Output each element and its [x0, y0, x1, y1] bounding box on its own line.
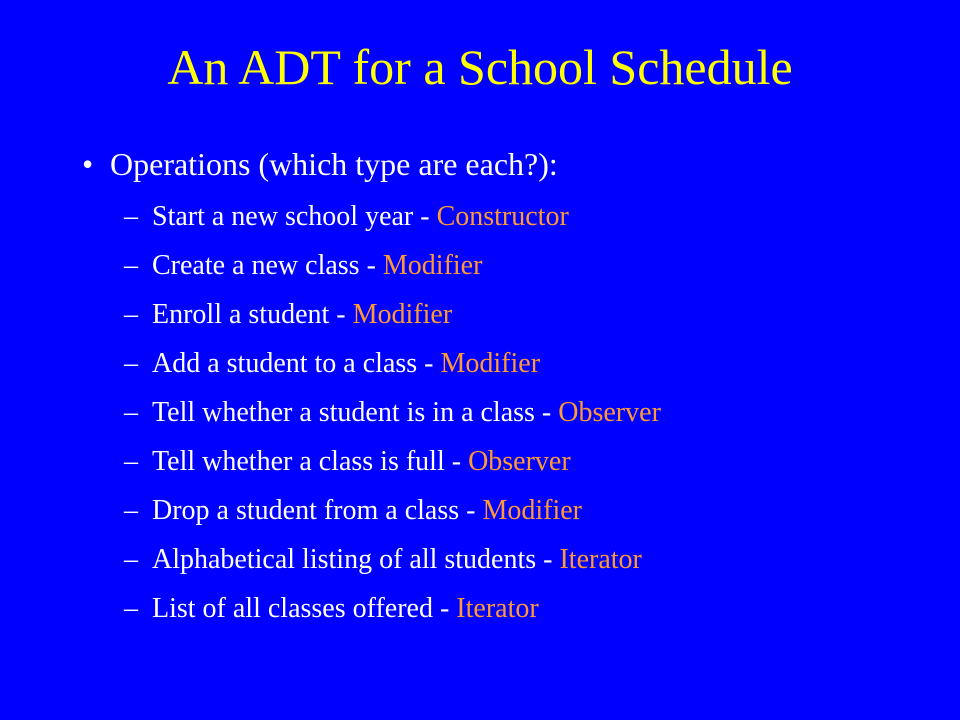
operation-text: Alphabetical listing of all students -	[152, 544, 560, 575]
list-item	[124, 539, 661, 588]
operation-kind: Modifier	[440, 348, 541, 379]
list-item	[124, 588, 661, 637]
dash-marker: –	[124, 593, 138, 624]
dash-marker: –	[124, 544, 138, 575]
dash-marker: –	[124, 397, 138, 428]
operation-text: Start a new school year -	[152, 201, 437, 232]
list-item	[124, 196, 661, 245]
list-item	[124, 441, 661, 490]
operation-text: Create a new class -	[152, 250, 383, 281]
operation-text: Tell whether a class is full -	[152, 446, 469, 477]
operation-text: Enroll a student -	[152, 299, 353, 330]
operation-kind: Iterator	[456, 593, 539, 624]
dash-marker: –	[124, 201, 138, 232]
list-item	[124, 490, 661, 539]
list-item	[124, 392, 661, 441]
operation-kind: Modifier	[482, 495, 582, 526]
dash-marker: –	[124, 250, 138, 281]
main-bullet	[82, 143, 558, 185]
dash-marker: –	[124, 348, 138, 379]
operation-text: Tell whether a student is in a class -	[152, 397, 559, 428]
operation-kind: Modifier	[352, 299, 453, 330]
dash-marker: –	[124, 446, 138, 477]
slide-title: An ADT for a School Schedule	[167, 39, 793, 95]
operation-text: Drop a student from a class -	[152, 495, 483, 526]
operation-kind: Modifier	[382, 250, 483, 281]
dash-marker: –	[124, 299, 138, 330]
operations-list	[124, 196, 661, 637]
bullet-marker: •	[82, 146, 94, 182]
operation-kind: Constructor	[436, 201, 569, 232]
operation-kind: Observer	[558, 397, 661, 428]
operation-text: Add a student to a class -	[152, 348, 441, 379]
operation-kind: Iterator	[559, 544, 642, 575]
list-item	[124, 294, 661, 343]
list-item	[124, 343, 661, 392]
bullet-text: Operations (which type are each?):	[110, 146, 558, 182]
operation-text: List of all classes offered -	[152, 593, 457, 624]
list-item	[124, 245, 661, 294]
dash-marker: –	[124, 495, 138, 526]
operation-kind: Observer	[468, 446, 571, 477]
